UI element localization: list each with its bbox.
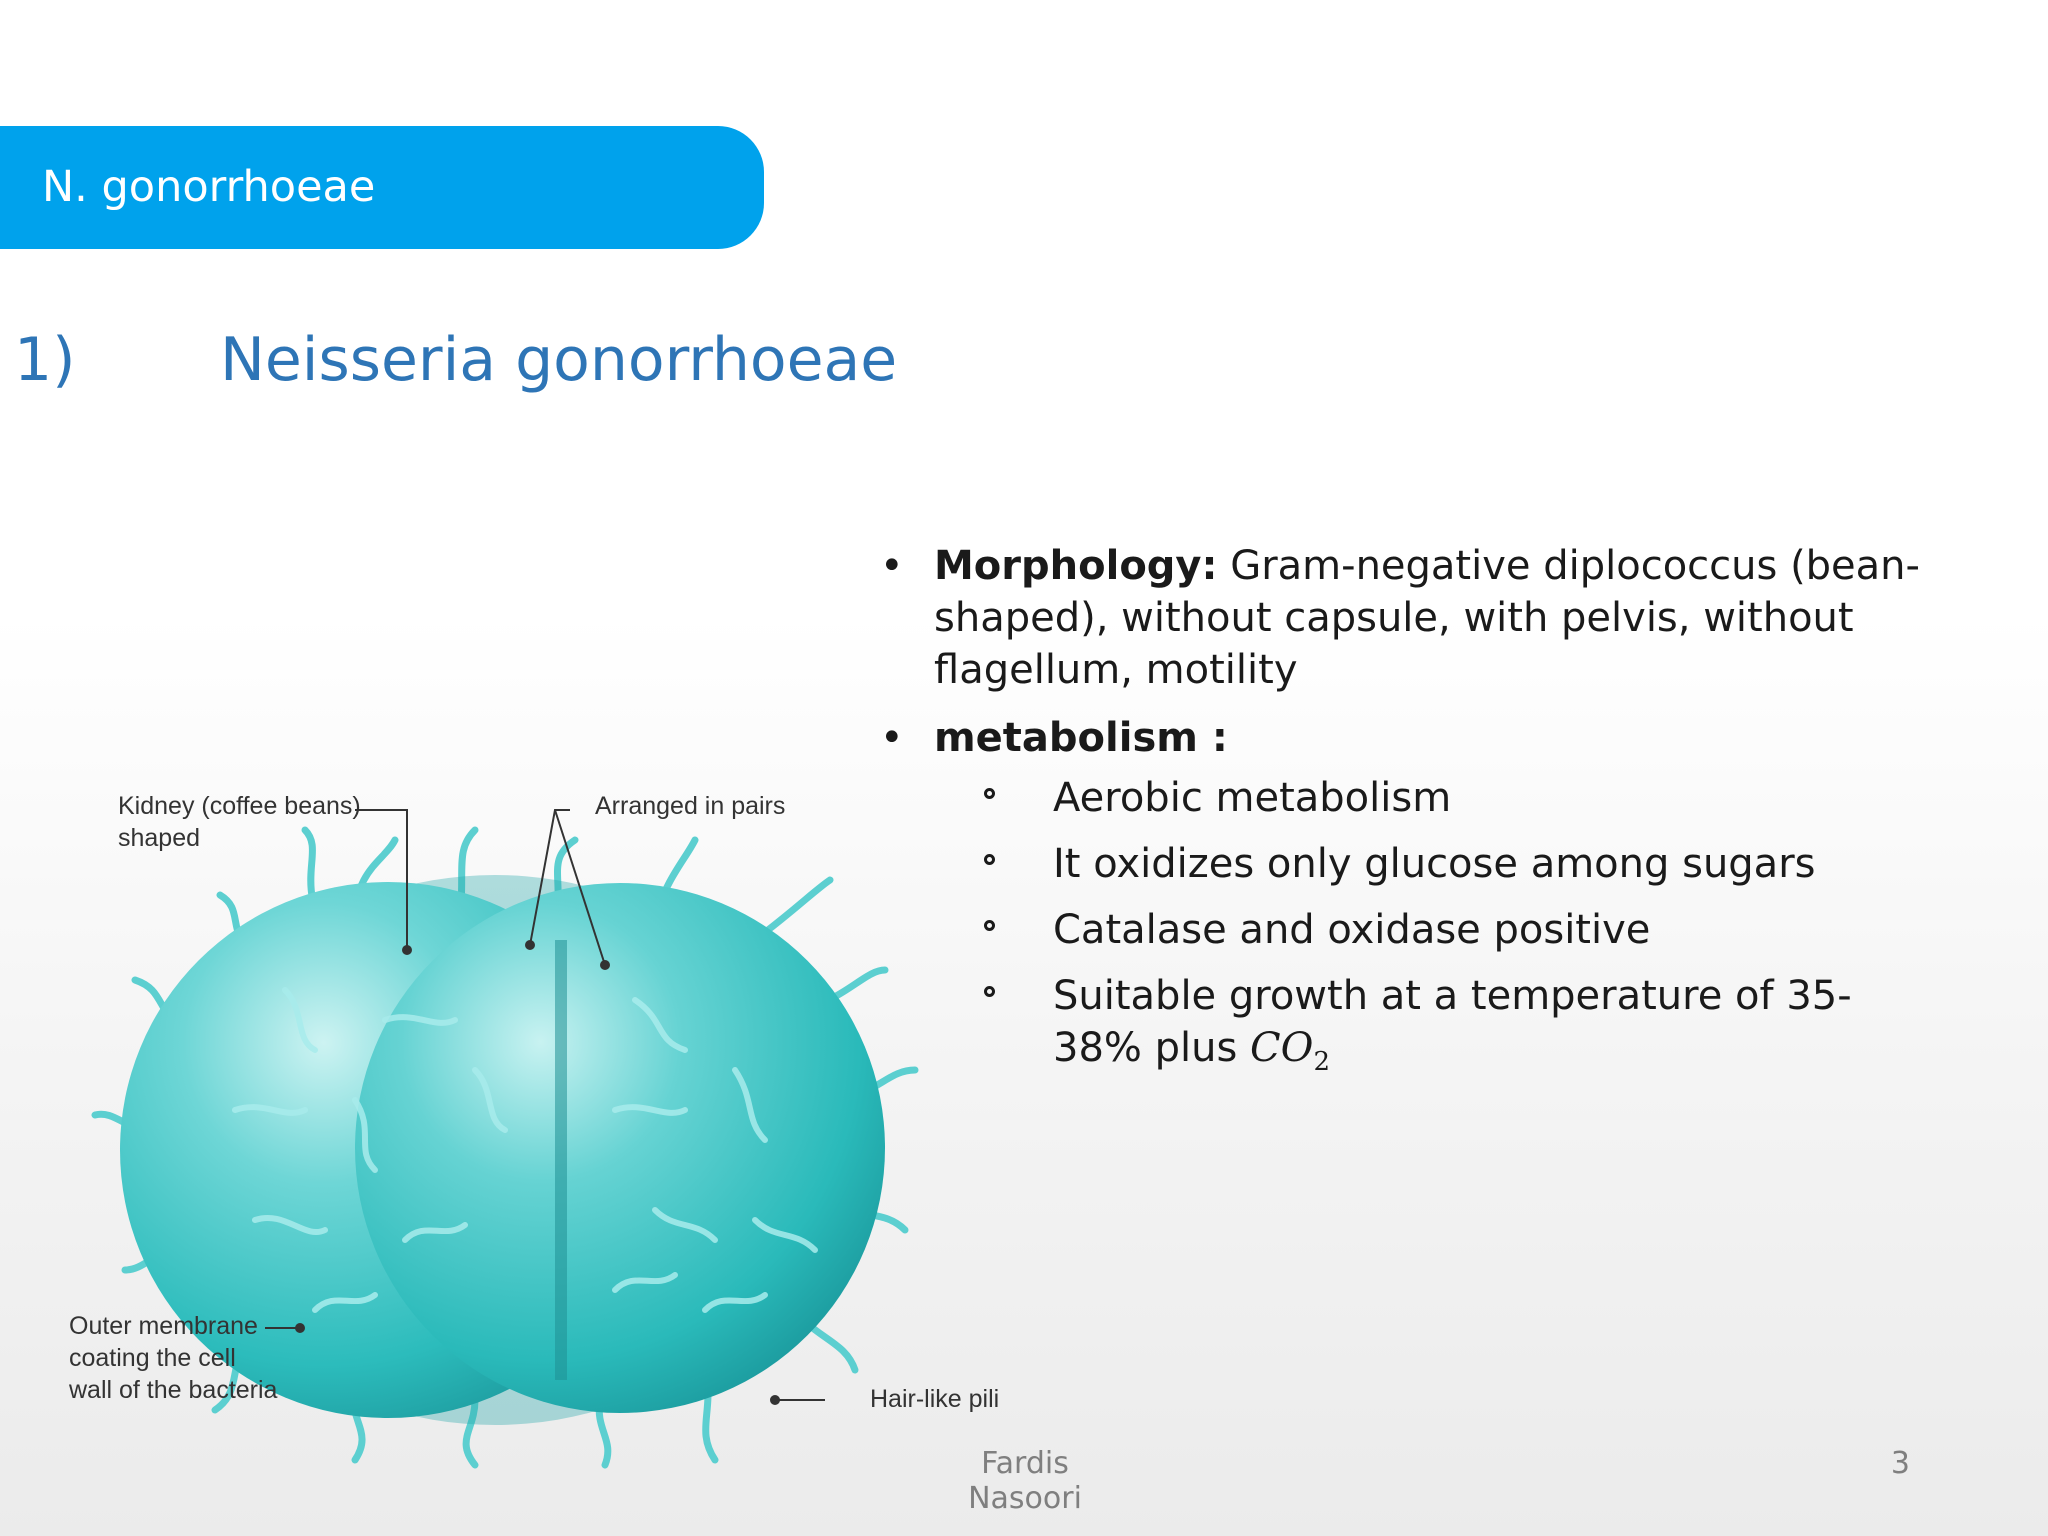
sub-bullet-icon: [984, 854, 995, 865]
sub-bullet-icon: [984, 788, 995, 799]
list-item-text: Suitable growth at a temperature of 35-38% plus: [1053, 973, 1852, 1071]
list-item-text: Aerobic metabolism: [1053, 775, 1452, 821]
footer-author: Fardis Nasoori: [968, 1446, 1082, 1516]
bullet-dot: •: [880, 543, 904, 589]
morphology-label: Morphology:: [934, 543, 1218, 589]
list-item: [880, 904, 1940, 956]
outer-membrane-label: Outer membrane coating the cell wall of the bacteria: [69, 1312, 278, 1404]
septum: [555, 940, 567, 1380]
sub-bullet-icon: [984, 920, 995, 931]
kidney-shape-label: Kidney (coffee beans) shaped: [118, 792, 361, 852]
metabolism-label: metabolism :: [934, 715, 1228, 761]
list-item: [880, 970, 1940, 1088]
bullet-morphology: [880, 540, 1940, 696]
sub-bullet-icon: [984, 986, 995, 997]
hair-like-pili-label: Hair-like pili: [870, 1385, 1000, 1413]
formula-subscript: 2: [1313, 1047, 1330, 1077]
title-number: 1): [14, 325, 76, 395]
content-bullets: [880, 540, 1940, 1102]
list-item: [880, 772, 1940, 824]
slide-title: Neisseria gonorrhoeae: [220, 325, 898, 395]
list-item-text: Catalase and oxidase positive: [1053, 907, 1651, 953]
bullet-metabolism: [880, 712, 1940, 764]
co2-formula: [1250, 1025, 1330, 1077]
list-item-text: It oxidizes only glucose among sugars: [1053, 841, 1816, 887]
page-number: 3: [1890, 1446, 1910, 1481]
morphology-text: Gram-negative diplococcus (bean-shaped), without capsule, with pelvis, without flagellum, motility: [934, 543, 1920, 693]
metabolism-sublist: [880, 772, 1940, 1088]
right-coccus: [355, 883, 885, 1413]
section-header-bar: [0, 126, 764, 249]
list-item: [880, 838, 1940, 890]
arranged-in-pairs-label: Arranged in pairs: [595, 792, 786, 820]
formula-base: CO: [1250, 1025, 1314, 1071]
bullet-dot: •: [880, 715, 904, 761]
section-header-label: N. gonorrhoeae: [42, 162, 376, 212]
